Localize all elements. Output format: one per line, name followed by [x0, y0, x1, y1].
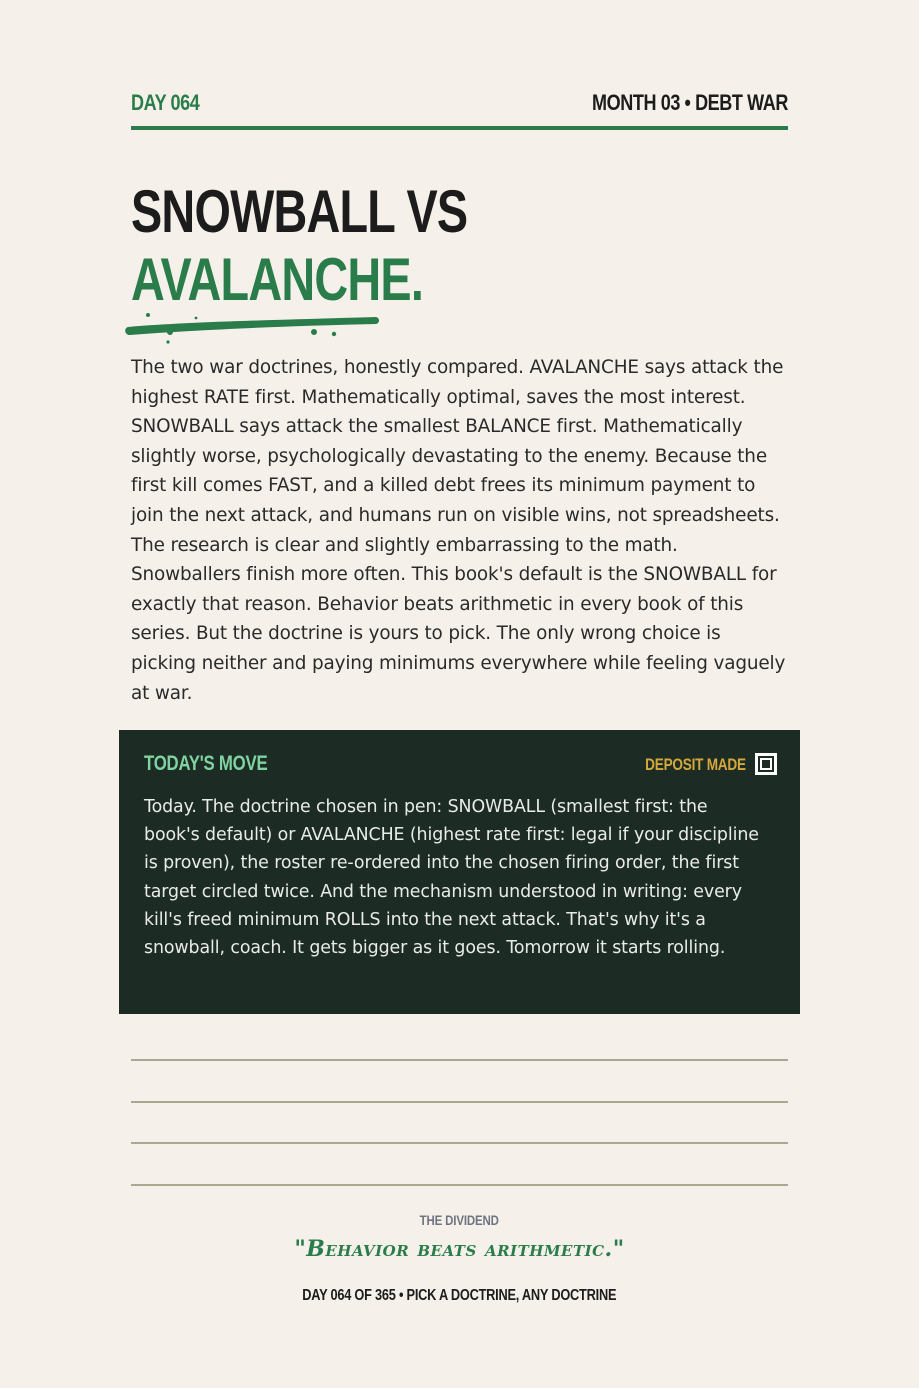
title-line-2: AVALANCHE.: [131, 246, 424, 313]
body-paragraph: The two war doctrines, honestly compared. AVALANCHE says attack the highest RATE first. Mathematically optimal, saves the most interest. SNOWBALL says attack the smallest BALANCE first. Mathematically slightly worse, psychologically devastating to the enemy. Because the first kill comes FAST, and a killed debt frees its minimum payment to join the next attack, and humans run on visible wins, not spreadsheets. The research is clear and slightly embarrassing to the math. Snowballers finish more often. This book's default is the SNOWBALL for exactly that reason. Behavior beats arithmetic in every book of this series. But the doctrine is yours to pick. The only wrong choice is picking neither and paying minimums everywhere while feeling vaguely at war.: [131, 357, 786, 704]
todays-move-text: Today. The doctrine chosen in pen: SNOWBALL (smallest first: the book's default) or AVALANCHE (highest rate first: legal if your discipline is proven), the roster re-ordered into the chosen firing order, the first target circled twice. And the mechanism understood in writing: every kill's freed minimum ROLLS into the next attack. That's why it's a snowball, coach. It gets bigger as it goes. Tomorrow it starts rolling.: [144, 797, 759, 959]
footer-day-line: [0, 1287, 919, 1305]
writing-line[interactable]: [131, 1142, 788, 1144]
brush-underline-decoration: [124, 308, 384, 348]
header-rule: [131, 126, 788, 130]
page-title: [131, 178, 467, 314]
page-header: [131, 86, 788, 130]
day-label: DAY 064: [131, 90, 200, 115]
title-line-1: SNOWBALL VS: [131, 178, 468, 245]
footer-quote: "Behavior beats arithmetic.": [294, 1236, 625, 1262]
deposit-made-label: DEPOSIT MADE: [645, 755, 746, 774]
footer-brand-text: THE DIVIDEND: [419, 1212, 500, 1228]
writing-line[interactable]: [131, 1059, 788, 1061]
writing-line[interactable]: [131, 1101, 788, 1103]
month-label: MONTH 03 • DEBT WAR: [592, 90, 788, 115]
todays-move-box: [119, 730, 800, 1014]
deposit-made-checkbox[interactable]: [755, 753, 777, 775]
footer-day-text: DAY 064 OF 365 • PICK A DOCTRINE, ANY DOCTRINE: [302, 1287, 617, 1304]
todays-move-title: TODAY'S MOVE: [144, 752, 268, 775]
writing-line[interactable]: [131, 1184, 788, 1186]
footer-brand: [0, 1212, 919, 1228]
